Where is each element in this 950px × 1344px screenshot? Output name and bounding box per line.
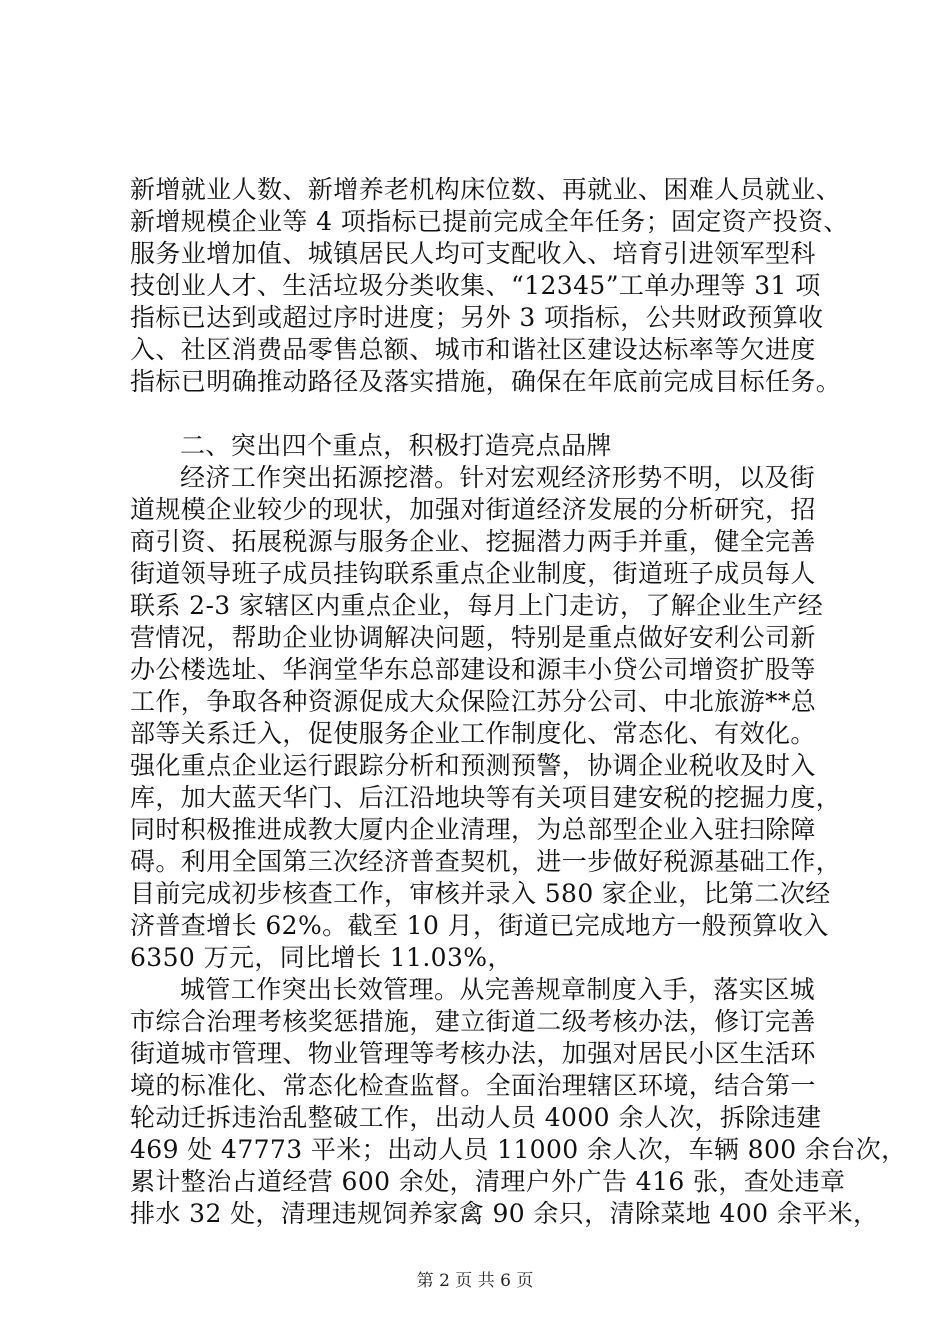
text-line: 部等关系迁入，促使服务企业工作制度化、常态化、有效化。	[130, 719, 816, 748]
text-line: 累计整治占道经营 600 余处，清理户外广告 416 张，查处违章	[130, 1167, 846, 1196]
text-line: 街道领导班子成员挂钩联系重点企业制度，街道班子成员每人	[130, 559, 816, 588]
text-line: 指标已达到或超过序时进度；另外 3 项指标，公共财政预算收	[130, 303, 824, 332]
text-line: 联系 2-3 家辖区内重点企业，每月上门走访，了解企业生产经	[130, 591, 824, 620]
text-line: 经济工作突出拓源挖潜。针对宏观经济形势不明，以及街	[180, 463, 816, 492]
text-line: 库，加大蓝天华门、后江沿地块等有关项目建安税的挖掘力度，	[130, 783, 842, 812]
text-line: 新增就业人数、新增养老机构床位数、再就业、困难人员就业、	[130, 175, 842, 204]
text-line: 轮动迁拆违治乱整破工作，出动人员 4000 余人次，拆除违建	[130, 1103, 822, 1132]
text-line: 强化重点企业运行跟踪分析和预测预警，协调企业税收及时入	[130, 751, 816, 780]
text-line: 境的标准化、常态化检查监督。全面治理辖区环境，结合第一	[130, 1071, 816, 1100]
text-line: 济普查增长 62%。截至 10 月，街道已完成地方一般预算收入	[130, 911, 829, 940]
text-line: 工作，争取各种资源促成大众保险江苏分公司、中北旅游**总	[130, 687, 817, 716]
text-line: 指标已明确推动路径及落实措施，确保在年底前完成目标任务。	[130, 367, 842, 396]
text-line: 道规模企业较少的现状，加强对街道经济发展的分析研究，招	[130, 495, 816, 524]
text-line: 新增规模企业等 4 项指标已提前完成全年任务；固定资产投资、	[130, 207, 849, 236]
section-heading: 二、突出四个重点，积极打造亮点品牌	[180, 431, 612, 460]
text-line: 服务业增加值、城镇居民人均可支配收入、培育引进领军型科	[130, 239, 816, 268]
text-line: 市综合治理考核奖惩措施，建立街道二级考核办法，修订完善	[130, 1007, 816, 1036]
text-line: 办公楼选址、华润堂华东总部建设和源丰小贷公司增资扩股等	[130, 655, 816, 684]
page-number-footer: 第 2 页 共 6 页	[416, 1271, 534, 1291]
text-line: 入、社区消费品零售总额、城市和谐社区建设达标率等欠进度	[130, 335, 816, 364]
text-line: 469 处 47773 平米；出动人员 11000 余人次，车辆 800 余台次，	[130, 1135, 907, 1164]
text-line: 目前完成初步核查工作，审核并录入 580 家企业，比第二次经	[130, 879, 831, 908]
text-line: 城管工作突出长效管理。从完善规章制度入手，落实区城	[180, 975, 816, 1004]
text-line: 营情况，帮助企业协调解决问题，特别是重点做好安利公司新	[130, 623, 816, 652]
text-line: 碍。利用全国第三次经济普查契机，进一步做好税源基础工作，	[130, 847, 842, 876]
text-line: 6350 万元，同比增长 11.03%，	[130, 943, 513, 972]
text-line: 同时积极推进成教大厦内企业清理，为总部型企业入驻扫除障	[130, 815, 816, 844]
text-line: 街道城市管理、物业管理等考核办法，加强对居民小区生活环	[130, 1039, 816, 1068]
text-line: 商引资、拓展税源与服务企业、挖掘潜力两手并重，健全完善	[130, 527, 816, 556]
text-line: 排水 32 处，清理违规饲养家禽 90 余只，清除菜地 400 余平米，	[130, 1199, 879, 1228]
text-line: 技创业人才、生活垃圾分类收集、“12345”工单办理等 31 项	[130, 271, 821, 300]
